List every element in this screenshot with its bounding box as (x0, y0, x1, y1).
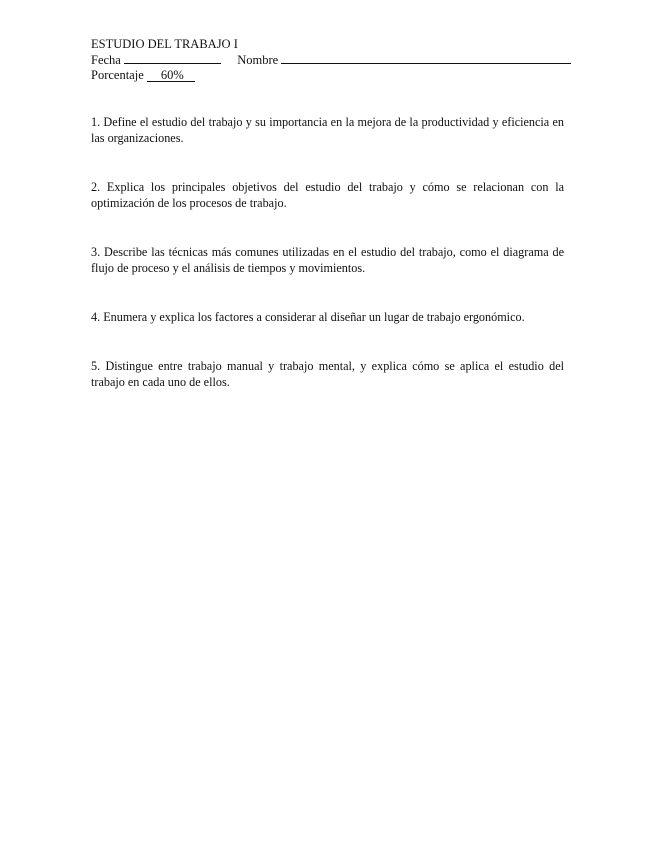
question-list (91, 114, 564, 390)
question-3: 3. Describe las técnicas más comunes utilizadas en el estudio del trabajo, como el diagrama de flujo de proceso y el análisis de tiempos y movimientos. (91, 245, 564, 275)
question-4: 4. Enumera y explica los factores a considerar al diseñar un lugar de trabajo ergonómico. (91, 310, 525, 324)
nombre-field[interactable] (281, 52, 571, 64)
fecha-label: Fecha (91, 53, 121, 67)
porcentaje-row (91, 68, 564, 83)
nombre-label: Nombre (237, 53, 279, 67)
question-2: 2. Explica los principales objetivos del estudio del trabajo y cómo se relacionan con la optimización de los procesos de trabajo. (91, 180, 564, 210)
question-5: 5. Distingue entre trabajo manual y trabajo mental, y explica cómo se aplica el estudio del trabajo en cada uno de ellos. (91, 359, 564, 389)
porcentaje-value: 60% (147, 69, 195, 82)
fecha-nombre-row (91, 52, 564, 68)
document-title: ESTUDIO DEL TRABAJO I (91, 37, 238, 51)
fecha-field[interactable] (124, 52, 221, 64)
porcentaje-label: Porcentaje (91, 68, 144, 82)
document-page (91, 37, 564, 423)
question-1: 1. Define el estudio del trabajo y su importancia en la mejora de la productividad y eficiencia en las organizaciones. (91, 115, 564, 145)
